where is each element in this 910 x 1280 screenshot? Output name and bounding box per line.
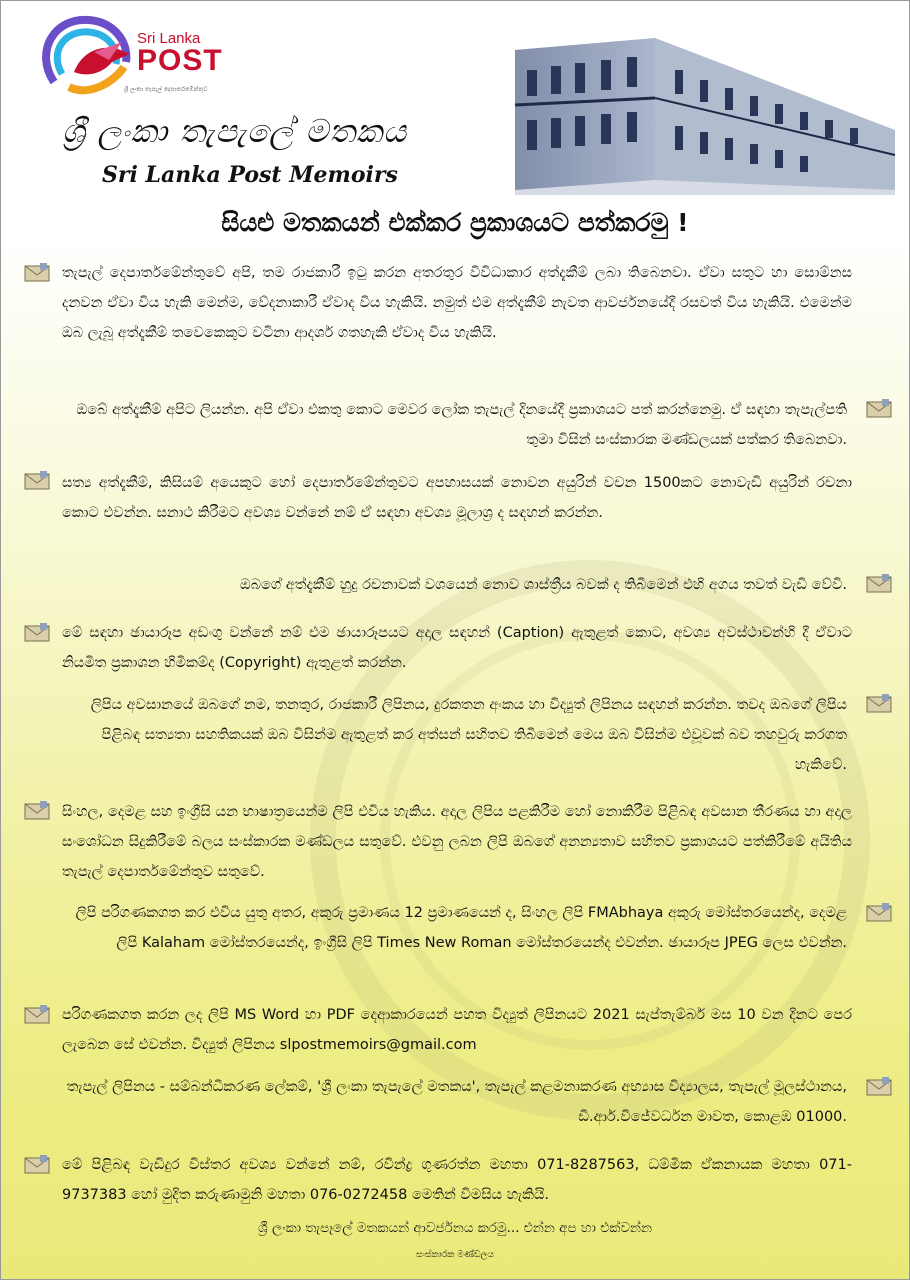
envelope-icon — [866, 693, 892, 713]
logo-sri-lanka-text: Sri Lanka — [137, 30, 201, 47]
envelope-icon — [866, 573, 892, 593]
envelope-icon — [24, 1004, 50, 1024]
paragraph-11: මේ පිළිබඳ වැඩිදුර විස්තර අවශ්‍ය වන්නේ නම්, රවින්ද්‍ර ගුණරත්න මහතා 071-8287563, ධම්මික ඒකනායක මහතා 071-9737383 හෝ මුදිත කරුණාමුනි මහතා 076-0272458 මෙතින් විමසිය හැකියි. — [62, 1157, 852, 1203]
footer-signature: සංස්කාරක මණ්ඩලය — [416, 1250, 494, 1260]
envelope-icon — [24, 262, 50, 282]
envelope-icon — [24, 1154, 50, 1174]
envelope-icon — [24, 470, 50, 490]
envelope-icon — [866, 398, 892, 418]
envelope-icon — [24, 800, 50, 820]
title-english: Sri Lanka Post Memoirs — [102, 162, 398, 188]
paragraph-9: පරිගණකගත කරන ලද ලිපි MS Word හා PDF දෙආකාරයෙන් පහත විද්‍යුත් ලිපිනයට 2021 සැප්තැම්බර් මස 10 වන දිනට පෙර ලැබෙන සේ එවන්න. විද්‍යුත් ලිපිනය slpostmemoirs@gmail.com — [62, 1007, 852, 1053]
paragraph-4: ඔබගේ අත්දැකීම් හුදු රචනාවක් වශයෙන් නොව ශාස්ත්‍රීය බවක් ද තිබීමෙන් එහි අගය තවත් වැඩි වේවි. — [239, 577, 847, 593]
paragraph-6: ලිපිය අවසානයේ ඔබගේ නම, තනතුර, රාජකාරී ලිපිනය, දුරකතන අංකය හා විද්‍යුත් ලිපිනය සඳහන් කරන්න. තවද ඔබගේ ලිපිය පිළිබඳ සත්‍යතා සහතිකයක් ඔබ විසින්ම ඇතුළත් කර අත්සන් සහිතව තිබීමෙන් මෙය ඔබ විසින්ම එවූවක් බව තහවුරු කරගත හැකිවේ. — [90, 697, 847, 773]
sri-lanka-post-logo — [34, 12, 234, 108]
paragraph-5: මේ සඳහා ඡායාරූප අඩංගු වන්නේ නම් එම ඡායාරූපයට අදාල සඳහන් (Caption) ඇතුළත් කොට, අවශ්‍ය අවස්ථාවන්හි දී ඒවාට නියමිත ප්‍රකාශන හිමිකම්ද (Copyright) ඇතුළත් කරන්න. — [62, 625, 852, 671]
headline: සියළු මතකයන් එක්කර ප්‍රකාශයට පත්කරමු ! — [221, 208, 689, 237]
paragraph-2: ඔබේ අත්දැකීම් අපිට ලියන්න. අපි ඒවා එකතු කොට මෙවර ලෝක තැපැල් දිනයේදී ප්‍රකාශයට පත් කරන්නෙමු. ඒ සඳහා තැපැල්පති තුමා විසින් සංස්කාරක මණ්ඩලයක් පත්කර තිබෙනවා. — [76, 402, 847, 448]
paragraph-10: තැපැල් ලිපිනය - සම්බන්ධීකරණ ලේකම්, 'ශ්‍රී ලංකා තැපැලේ මතකය', තැපැල් කළමනාකරණ අභ්‍යාස විද්‍යාලය, තැපැල් මූලස්ථානය, ඩී.ආර්.විජේවර්ධන මාවත, කොළඹ 01000. — [66, 1079, 847, 1125]
envelope-icon — [866, 1076, 892, 1096]
footer-slogan: ශ්‍රී ලංකා තැපෑලේ මතකයන් ආවර්ජනය කරමු... එන්න අප හා එක්වන්න — [258, 1220, 652, 1236]
post-office-building-image — [505, 30, 905, 195]
logo-tagline: ශ්‍රී ලංකා තැපැල් දෙපාර්තමේන්තුව — [124, 86, 208, 93]
paragraph-1: තැපැල් දෙපාර්තමේන්තුවේ අපි, තම රාජකාරී ඉටු කරන අතරතුර විවිධාකාර අත්දැකීම් ලබා තිබෙනවා. ඒවා සතුට හා සොම්නස දනවන ඒවා විය හැකි මෙන්ම, වේදනාකාරී ඒවාද විය හැකියි. නමුත් එම අත්දැකීම් නැවත ආවර්ජනයේදී රසවත් විය හැකියි. එමෙන්ම ඔබ ලැබූ අත්දැකීම් තවෙකෙකුට වටිනා ආදර්ශ ගතහැකි ඒවාද විය හැකියි. — [62, 265, 852, 341]
envelope-icon — [24, 622, 50, 642]
title-sinhala: ශ්‍රී ලංකා තැපැලේ මතකය — [62, 112, 408, 150]
envelope-icon — [866, 902, 892, 922]
paragraph-7: සිංහල, දෙමළ සහ ඉංග්‍රීසි යන භාෂාත්‍රයෙන්ම ලිපි එවිය හැකිය. අදාල ලිපිය පළකිරීම හෝ නොකිරීම පිළිබඳ අවසාන තීරණය හා අදාල සංශෝධන සිදුකිරීමේ බලය සංස්කාරක මණ්ඩලය සතුවේ. එවනු ලබන ලිපි ඔබගේ අනන්‍යතාව සහිතව ප්‍රකාශයට පත්කිරීමේ අයිතිය තැපැල් දෙපාර්තමේන්තුව සතුවේ. — [62, 804, 852, 880]
paragraph-8: ලිපි පරිගණකගත කර එවිය යුතු අතර, අකුරු ප්‍රමාණය 12 ප්‍රමාණයෙන් ද, සිංහල ලිපි FMAbhaya අකුරු මෝස්තරයෙන්ද, දෙමළ ලිපි Kalaham මෝස්තරයෙන්ද, ඉංග්‍රීසි ලිපි Times New Roman මෝස්තරයෙන්ද එවන්න. ඡායාරූප JPEG ලෙස එවන්න. — [75, 905, 847, 951]
logo-post-text: POST — [137, 44, 223, 77]
paragraph-3: සත්‍ය අත්දැකීම්, කිසියම් අයෙකුට හෝ දෙපාර්තමේන්තුවට අපහාසයක් නොවන අයුරින් වචන 1500කට නොවැඩි අයුරින් රචනා කොට එවන්න. සනාථ කිරීමට අවශ්‍ය වන්නේ නම් ඒ සඳහා අවශ්‍ය මූලාශ්‍ර ද සඳහන් කරන්න. — [62, 475, 852, 521]
